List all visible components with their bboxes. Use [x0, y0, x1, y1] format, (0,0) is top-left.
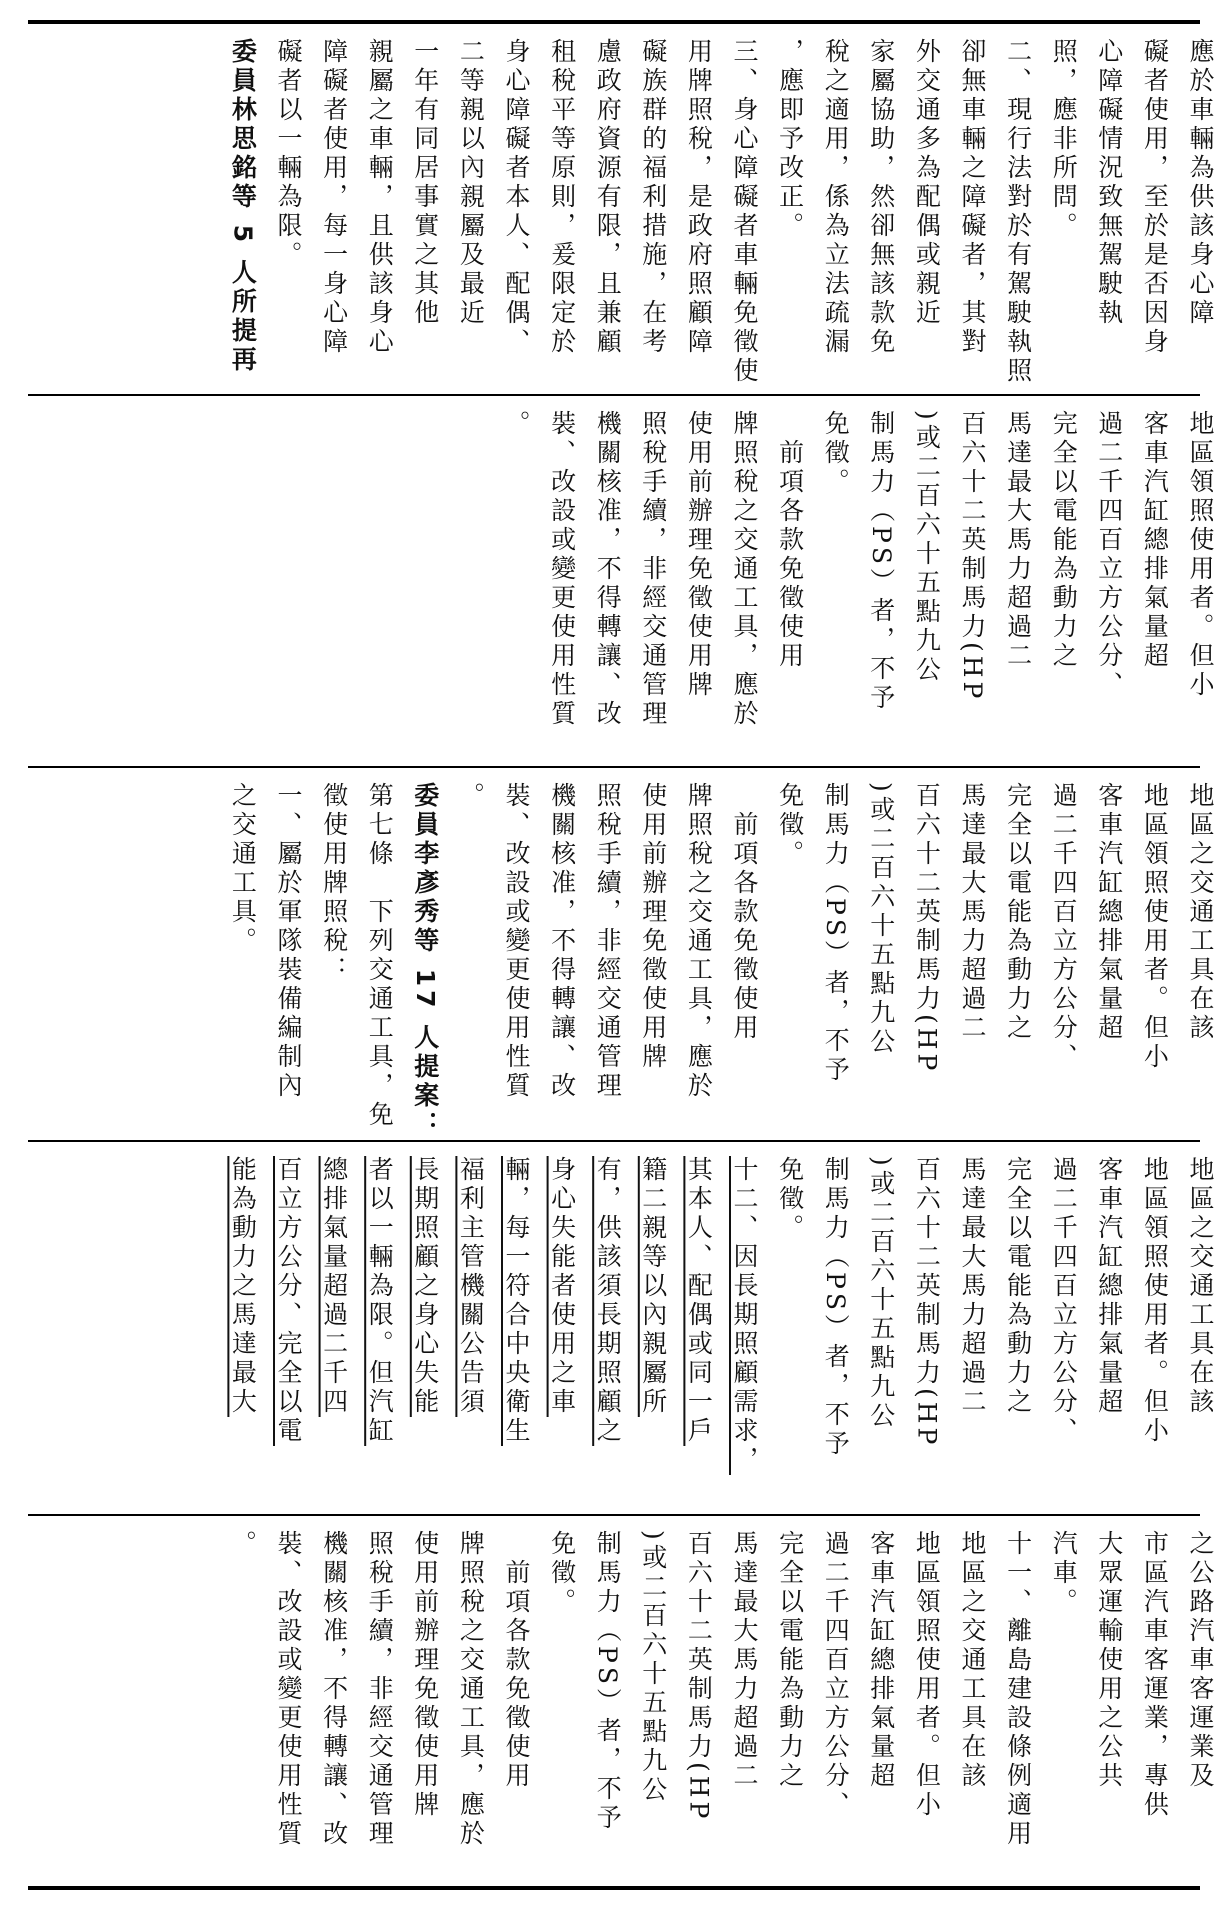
text-column: [768, 38, 812, 380]
text-line: 馬達最大馬力超過二: [958, 782, 987, 1043]
text-column: [676, 1530, 720, 1872]
text-line: 礙者以一輛為限。: [274, 38, 303, 270]
text-column: [1041, 410, 1085, 752]
text-line: 之交通工具。: [228, 782, 258, 956]
text-line: 百六十二英制馬力(HP: [958, 410, 987, 703]
text-line: 完全以電能為動力之: [1003, 782, 1033, 1043]
text-column: [494, 782, 538, 1126]
text-column: [996, 1156, 1040, 1500]
text-line: 地區之交通工具在該: [1186, 782, 1215, 1043]
text-line: 客車汽缸總排氣量超: [1094, 782, 1124, 1043]
text-line: 機關核准，不得轉讓、改: [547, 782, 577, 1101]
text-line: 能為動力之馬達最大: [228, 1156, 258, 1417]
text-column: [1041, 1530, 1085, 1872]
text-line: 馬達最大馬力超過二: [730, 1530, 759, 1791]
text-line: 福利主管機關公告須: [456, 1156, 486, 1417]
text-line: 使用前辦理免徵使用牌: [638, 782, 668, 1072]
text-line: 地區領照使用者。但小: [912, 1530, 942, 1820]
text-line: 免徵。: [821, 410, 851, 497]
text-line: 前項各款免徵使用: [502, 1530, 531, 1791]
text-line: 裝、改設或變更使用性質: [502, 782, 531, 1101]
text-column: [585, 410, 629, 752]
text-line: )或二百六十五點九公: [866, 1156, 896, 1431]
text-line: 之公路汽車客運業及: [1186, 1530, 1215, 1791]
text-column: [722, 1530, 766, 1872]
text-line: 一年有同居事實之其他: [410, 38, 440, 328]
text-column: [220, 38, 264, 380]
text-line: 礙族群的福利措施，在考: [638, 38, 668, 357]
text-column: [722, 1156, 766, 1500]
text-column: [1087, 1530, 1131, 1872]
text-line: 家屬協助，然卻無該款免: [866, 38, 896, 357]
text-column: [996, 410, 1040, 752]
proposal-heading: 委員李彥秀等 17 人提案：: [410, 782, 440, 1141]
text-line: )或二百六十五點九公: [866, 782, 896, 1057]
text-column: [266, 1156, 310, 1500]
text-line: 慮政府資源有限，且兼顧: [593, 38, 623, 357]
text-column: [1041, 38, 1085, 380]
text-column: [1132, 782, 1176, 1126]
section-2: [28, 396, 1215, 766]
text-column: [1087, 410, 1131, 752]
text-line: ，應即予改正。: [775, 38, 805, 241]
text-column: [631, 410, 675, 752]
text-line: 外交通多為配偶或親近: [912, 38, 942, 328]
text-line: 馬達最大馬力超過二: [958, 1156, 987, 1417]
text-line: 長期照顧之身心失能: [410, 1156, 440, 1417]
text-line: 客車汽缸總排氣量超: [1094, 1156, 1124, 1417]
text-line: 照稅手續，非經交通管理: [365, 1530, 395, 1849]
text-column: [631, 782, 675, 1126]
proposal-heading: 委員林思銘等 5 人所提再: [228, 38, 258, 375]
text-line: 二等親以內親屬及最近: [456, 38, 486, 328]
text-line: 完全以電能為動力之: [1003, 1156, 1033, 1417]
text-line: 三、身心障礙者車輛免徵使: [730, 38, 759, 386]
text-column: [859, 38, 903, 380]
text-column: [585, 782, 629, 1126]
text-column: [904, 410, 948, 752]
text-line: 地區領照使用者。但小: [1140, 1156, 1170, 1446]
text-column: [1087, 1156, 1131, 1500]
bottom-rule: [28, 1886, 1200, 1890]
text-column: [631, 1530, 675, 1872]
text-line: 百六十二英制馬力(HP: [684, 1530, 714, 1823]
text-column: [1178, 1156, 1222, 1500]
text-line: 完全以電能為動力之: [1049, 410, 1079, 671]
text-column: [312, 1156, 356, 1500]
text-line: 使用前辦理免徵使用牌: [410, 1530, 440, 1820]
text-column: [768, 1156, 812, 1500]
text-column: [266, 38, 310, 380]
text-line: 免徵。: [775, 1156, 805, 1243]
text-column: [494, 38, 538, 380]
text-column: [448, 1156, 492, 1500]
text-column: [357, 782, 401, 1130]
text-column: [357, 1530, 401, 1872]
text-column: [357, 1156, 401, 1500]
text-line: 地區領照使用者。但小: [1140, 782, 1170, 1072]
text-column: [357, 38, 401, 380]
text-column: [1178, 782, 1222, 1126]
text-column: [859, 782, 903, 1126]
text-line: 牌照稅之交通工具，應於: [730, 410, 759, 729]
text-column: [1178, 1530, 1222, 1872]
text-column: [1132, 410, 1176, 752]
text-column: [1041, 782, 1085, 1126]
text-column: [266, 1530, 310, 1872]
text-column: [1178, 410, 1222, 752]
text-column: [266, 782, 310, 1126]
text-line: )或二百六十五點九公: [638, 1530, 668, 1805]
text-line: 。: [456, 782, 486, 811]
text-line: 前項各款免徵使用: [775, 410, 805, 671]
text-line: 百立方公分、完全以電: [274, 1156, 303, 1446]
text-line: 者以一輛為限。但汽缸: [365, 1156, 395, 1446]
text-line: 汽車。: [1049, 1530, 1079, 1617]
text-line: )或二百六十五點九公: [912, 410, 942, 685]
text-line: 障礙者使用，每一身心障: [319, 38, 349, 357]
text-column: [859, 410, 903, 752]
text-line: 輛，每一符合中央衛生: [502, 1156, 531, 1446]
text-line: 十一、離島建設條例適用: [1003, 1530, 1033, 1849]
text-column: [676, 1156, 720, 1500]
text-column: [220, 1530, 264, 1872]
text-column: [813, 38, 857, 380]
text-line: 稅之適用，係為立法疏漏: [821, 38, 851, 357]
text-column: [722, 410, 766, 752]
text-column: [904, 1530, 948, 1872]
text-line: 地區領照使用者。但小: [1186, 410, 1215, 700]
text-column: [403, 782, 447, 1141]
text-line: 總排氣量超過二千四: [319, 1156, 349, 1417]
text-line: 照稅手續，非經交通管理: [638, 410, 668, 729]
text-column: [768, 410, 812, 752]
text-column: [220, 1156, 264, 1500]
text-column: [585, 1530, 629, 1872]
text-column: [859, 1156, 903, 1500]
text-line: 親屬之車輛，且供該身心: [365, 38, 395, 357]
section-1: [28, 24, 1215, 394]
text-line: 制馬力（PS）者，不予: [866, 410, 896, 713]
text-line: 一、屬於軍隊裝備編制內: [274, 782, 303, 1101]
text-line: 制馬力（PS）者，不予: [821, 1156, 851, 1459]
text-line: 馬達最大馬力超過二: [1003, 410, 1033, 671]
text-line: 其本人、配偶或同一戶: [684, 1156, 714, 1446]
text-column: [813, 1530, 857, 1872]
text-column: [722, 782, 766, 1126]
text-column: [904, 38, 948, 380]
text-line: 地區之交通工具在該: [1186, 1156, 1215, 1417]
text-line: 免徵。: [547, 1530, 577, 1617]
text-column: [448, 1530, 492, 1872]
text-line: 裝、改設或變更使用性質: [547, 410, 577, 729]
text-line: 地區之交通工具在該: [958, 1530, 987, 1791]
text-column: [540, 1156, 584, 1500]
text-line: 過二千四百立方公分、: [1094, 410, 1124, 700]
text-line: 身心失能者使用之車: [547, 1156, 577, 1417]
text-column: [403, 38, 447, 380]
text-line: 過二千四百立方公分、: [1049, 782, 1079, 1072]
text-column: [220, 782, 264, 1126]
text-column: [950, 1530, 994, 1872]
text-line: 客車汽缸總排氣量超: [1140, 410, 1170, 671]
text-line: 前項各款免徵使用: [730, 782, 759, 1043]
text-line: 機關核准，不得轉讓、改: [319, 1530, 349, 1849]
text-column: [631, 1156, 675, 1500]
text-column: [813, 1156, 857, 1500]
text-line: 照稅手續，非經交通管理: [593, 782, 623, 1101]
text-line: 第七條 下列交通工具，免: [365, 782, 395, 1130]
text-line: 有，供該須長期照顧之: [593, 1156, 623, 1446]
text-line: 心障礙情況致無駕駛執: [1094, 38, 1124, 328]
text-line: 過二千四百立方公分、: [821, 1530, 851, 1820]
text-column: [813, 410, 857, 752]
text-column: [1087, 38, 1131, 380]
text-line: 牌照稅之交通工具，應於: [456, 1530, 486, 1849]
text-line: 籍二親等以內親屬所: [638, 1156, 668, 1417]
text-column: [312, 1530, 356, 1872]
text-column: [540, 1530, 584, 1872]
text-line: 。: [228, 1530, 258, 1559]
text-column: [950, 38, 994, 380]
text-column: [631, 38, 675, 380]
text-line: 機關核准，不得轉讓、改: [593, 410, 623, 729]
text-column: [448, 782, 492, 1126]
text-line: 制馬力（PS）者，不予: [593, 1530, 623, 1833]
text-column: [403, 1530, 447, 1872]
text-column: [768, 1530, 812, 1872]
text-column: [494, 410, 538, 752]
text-column: [950, 410, 994, 752]
text-line: 礙者使用，至於是否因身: [1140, 38, 1170, 357]
text-column: [1087, 782, 1131, 1126]
text-line: 租稅平等原則，爰限定於: [547, 38, 577, 357]
text-line: 完全以電能為動力之: [775, 1530, 805, 1791]
text-column: [312, 38, 356, 380]
text-line: 過二千四百立方公分、: [1049, 1156, 1079, 1446]
text-column: [1132, 1530, 1176, 1872]
text-column: [722, 38, 766, 386]
text-column: [494, 1156, 538, 1500]
text-line: 客車汽缸總排氣量超: [866, 1530, 896, 1791]
text-column: [768, 782, 812, 1126]
section-5: [28, 1516, 1215, 1886]
text-line: 大眾運輸使用之公共: [1094, 1530, 1124, 1791]
text-column: [904, 782, 948, 1126]
section-3: [28, 768, 1215, 1141]
text-column: [950, 782, 994, 1126]
text-column: [494, 1530, 538, 1872]
text-column: [1132, 1156, 1176, 1500]
text-line: 徵使用牌照稅：: [319, 782, 349, 985]
text-column: [540, 38, 584, 380]
text-line: 免徵。: [775, 782, 805, 869]
text-column: [540, 782, 584, 1126]
text-column: [676, 38, 720, 380]
text-line: 。: [502, 410, 531, 439]
text-line: 二、現行法對於有駕駛執照: [1003, 38, 1033, 386]
section-4: [28, 1142, 1215, 1514]
text-column: [585, 38, 629, 380]
text-line: 百六十二英制馬力(HP: [912, 1156, 942, 1449]
text-line: 照，應非所問。: [1049, 38, 1079, 241]
text-column: [312, 782, 356, 1126]
text-line: 牌照稅之交通工具，應於: [684, 782, 714, 1101]
text-line: 裝、改設或變更使用性質: [274, 1530, 303, 1849]
text-column: [540, 410, 584, 752]
text-line: 百六十二英制馬力(HP: [912, 782, 942, 1075]
text-column: [403, 1156, 447, 1500]
text-column: [1132, 38, 1176, 380]
text-column: [859, 1530, 903, 1872]
text-column: [676, 410, 720, 752]
text-line: 應於車輛為供該身心障: [1186, 38, 1215, 328]
text-line: 身心障礙者本人、配偶、: [502, 38, 531, 357]
text-column: [1178, 38, 1222, 380]
text-column: [1041, 1156, 1085, 1500]
text-column: [996, 1530, 1040, 1872]
text-line: 使用前辦理免徵使用牌: [684, 410, 714, 700]
text-column: [996, 782, 1040, 1126]
text-line: 用牌照稅，是政府照顧障: [684, 38, 714, 357]
text-line: 市區汽車客運業，專供: [1140, 1530, 1170, 1820]
text-column: [448, 38, 492, 380]
text-line: 卻無車輛之障礙者，其對: [958, 38, 987, 357]
text-column: [585, 1156, 629, 1500]
text-column: [996, 38, 1040, 386]
text-line: 十二、因長期照顧需求，: [730, 1156, 759, 1475]
text-line: 制馬力（PS）者，不予: [821, 782, 851, 1085]
text-column: [950, 1156, 994, 1500]
text-column: [904, 1156, 948, 1500]
text-column: [813, 782, 857, 1126]
text-column: [676, 782, 720, 1126]
